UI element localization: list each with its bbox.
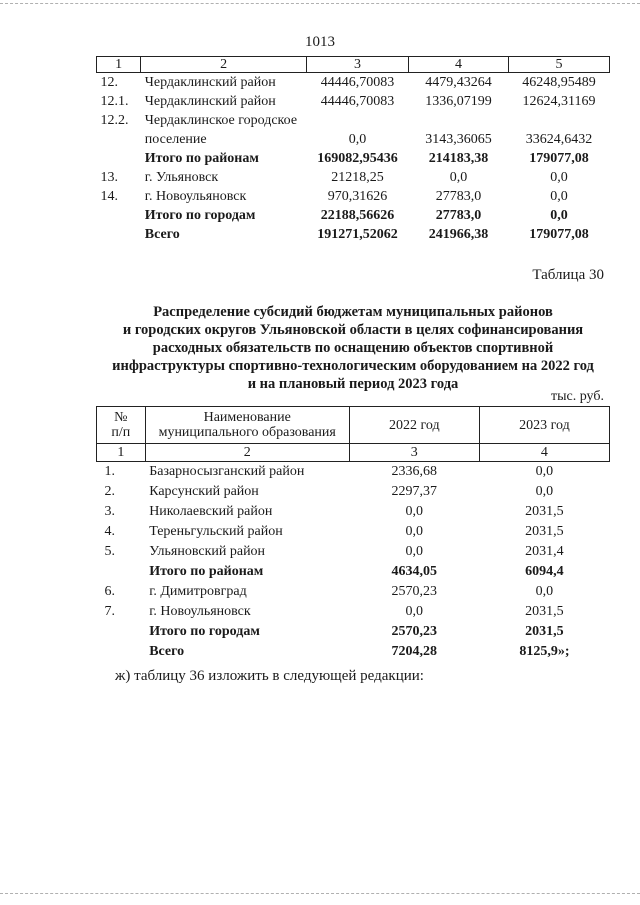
title-line: расходных обязательств по оснащению объектов спортивной bbox=[152, 340, 554, 356]
table-cell: 169082,95436 bbox=[317, 151, 398, 166]
table-cell: 191271,52062 bbox=[317, 227, 398, 242]
table-cell: 0,0 bbox=[449, 170, 468, 185]
table-cell: 2. bbox=[104, 484, 115, 499]
table-row bbox=[97, 622, 610, 642]
header-num-cell bbox=[97, 407, 146, 444]
table-cell: 27783,0 bbox=[435, 189, 482, 204]
table-cell: 970,31626 bbox=[327, 189, 388, 204]
table-cell: 0,0 bbox=[405, 544, 424, 559]
table-row bbox=[97, 187, 610, 206]
header-year-cell: 2023 год bbox=[479, 407, 609, 444]
table-cell: 14. bbox=[100, 189, 118, 204]
table-continuation bbox=[96, 56, 610, 244]
table-cell bbox=[508, 111, 609, 130]
header-cell: 1 bbox=[97, 57, 141, 73]
table-cell: 0,0 bbox=[535, 584, 554, 599]
table-row bbox=[97, 168, 610, 187]
header-text: п/п bbox=[111, 425, 131, 440]
header-cell: 4 bbox=[409, 57, 509, 73]
table-cell: 1. bbox=[104, 464, 115, 479]
table-cell: 33624,6432 bbox=[525, 132, 593, 147]
table-cell: Ульяновский район bbox=[149, 544, 266, 559]
table-cell bbox=[97, 642, 146, 662]
index-cell: 1 bbox=[97, 444, 146, 462]
table-title bbox=[96, 303, 610, 393]
header-cell: 3 bbox=[306, 57, 408, 73]
table-label: Таблица 30 bbox=[532, 267, 604, 283]
table-cell bbox=[97, 562, 146, 582]
table-cell: 12624,31169 bbox=[522, 94, 596, 109]
table-cell: поселение bbox=[144, 132, 207, 147]
table-cell bbox=[306, 111, 408, 130]
table-row bbox=[97, 111, 610, 130]
table-row bbox=[97, 149, 610, 168]
title-line: и на плановый период 2023 года bbox=[247, 376, 459, 392]
table-cell: 0,0 bbox=[550, 170, 568, 185]
scan-border-top bbox=[0, 3, 640, 4]
table-cell: 179077,08 bbox=[529, 151, 589, 166]
header-year-cell: 2022 год bbox=[349, 407, 479, 444]
table-body bbox=[97, 462, 610, 663]
table-cell: 7. bbox=[104, 604, 115, 619]
table-row bbox=[97, 642, 610, 662]
table-cell bbox=[409, 111, 509, 130]
table-row bbox=[97, 502, 610, 522]
table-cell: 5. bbox=[104, 544, 115, 559]
title-line: Распределение субсидий бюджетам муниципальных районов bbox=[153, 304, 553, 320]
index-cell: 2 bbox=[145, 444, 349, 462]
table-cell bbox=[97, 130, 141, 149]
table-cell: 2570,23 bbox=[391, 624, 438, 639]
table-cell: Всего bbox=[149, 644, 185, 659]
table-cell: Чердаклинский район bbox=[144, 94, 276, 109]
table-cell bbox=[97, 149, 141, 168]
table-cell: 179077,08 bbox=[529, 227, 589, 242]
title-line: инфраструктуры спортивно-технологическим оборудованием на 2022 год bbox=[112, 358, 594, 374]
table-cell: г. Новоульяновск bbox=[144, 189, 247, 204]
table-cell: 12.1. bbox=[100, 94, 129, 109]
table-row bbox=[97, 542, 610, 562]
table-cell bbox=[97, 206, 141, 225]
table-row bbox=[97, 206, 610, 225]
table-cell: 0,0 bbox=[405, 504, 424, 519]
table-cell: 2336,68 bbox=[391, 464, 438, 479]
table-row bbox=[97, 462, 610, 483]
units-label: тыс. руб. bbox=[551, 389, 604, 404]
table-cell: 1336,07199 bbox=[425, 94, 492, 109]
table-cell: 2031,5 bbox=[525, 504, 564, 519]
index-cell: 4 bbox=[479, 444, 609, 462]
title-line: и городских округов Ульяновской области в целях софинансирования bbox=[122, 322, 584, 338]
table-cell: 0,0 bbox=[550, 208, 568, 223]
table-cell: 12.2. bbox=[100, 113, 129, 128]
table-cell: 4. bbox=[104, 524, 115, 539]
table-cell: Итого по городам bbox=[149, 624, 260, 639]
table-cell: 0,0 bbox=[348, 132, 367, 147]
table-cell: 6094,4 bbox=[525, 564, 564, 579]
table-row bbox=[97, 225, 610, 244]
table-cell: 0,0 bbox=[550, 189, 568, 204]
table-cell: 2570,23 bbox=[391, 584, 438, 599]
table-cell: 2297,37 bbox=[391, 484, 438, 499]
table-row bbox=[97, 582, 610, 602]
table-row bbox=[97, 602, 610, 622]
table-cell: 4479,43264 bbox=[425, 75, 492, 90]
table-cell: 46248,95489 bbox=[522, 75, 596, 90]
table-body bbox=[97, 73, 610, 245]
table-row bbox=[97, 92, 610, 111]
table-cell: 44446,70083 bbox=[320, 94, 395, 109]
table-cell: 44446,70083 bbox=[320, 75, 395, 90]
table-cell: г. Димитровград bbox=[149, 584, 247, 599]
table-row bbox=[97, 562, 610, 582]
table-header-row bbox=[97, 57, 610, 73]
subsidy-table bbox=[96, 406, 610, 662]
table-cell: 214183,38 bbox=[428, 151, 489, 166]
header-cell: 2 bbox=[141, 57, 307, 73]
table-index-row bbox=[97, 444, 610, 462]
table-cell: 3. bbox=[104, 504, 115, 519]
table-cell: г. Ульяновск bbox=[144, 170, 219, 185]
table-cell: Николаевский район bbox=[149, 504, 273, 519]
table-cell: Чердаклинское городское bbox=[144, 113, 298, 128]
page-number: 1013 bbox=[305, 34, 335, 50]
header-text: Наименование bbox=[203, 410, 291, 425]
table-row bbox=[97, 522, 610, 542]
table-cell: 2031,5 bbox=[525, 524, 564, 539]
table-cell: 241966,38 bbox=[428, 227, 489, 242]
table-cell: 22188,56626 bbox=[320, 208, 395, 223]
table-cell: Итого по городам bbox=[144, 208, 256, 223]
table-cell: 3143,36065 bbox=[425, 132, 492, 147]
table-cell: Базарносызганский район bbox=[149, 464, 305, 479]
index-cell: 3 bbox=[349, 444, 479, 462]
table-cell: 0,0 bbox=[405, 524, 424, 539]
table-row bbox=[97, 73, 610, 93]
table-cell: 0,0 bbox=[535, 484, 554, 499]
table-cell bbox=[97, 622, 146, 642]
scan-border-bottom bbox=[0, 893, 640, 894]
table-cell: г. Новоульяновск bbox=[149, 604, 251, 619]
header-text: № bbox=[114, 410, 128, 425]
table-cell: 8125,9»; bbox=[519, 644, 570, 659]
table-cell bbox=[97, 225, 141, 244]
table-cell: 0,0 bbox=[535, 464, 554, 479]
table-header-row bbox=[97, 407, 610, 444]
table-cell: 27783,0 bbox=[435, 208, 482, 223]
table-cell: 2031,4 bbox=[525, 544, 564, 559]
table-cell: 2031,5 bbox=[525, 604, 564, 619]
table-row bbox=[97, 130, 610, 149]
table-cell: 12. bbox=[100, 75, 118, 90]
table-cell: Тереньгульский район bbox=[149, 524, 283, 539]
table-cell: 6. bbox=[104, 584, 115, 599]
header-cell: 5 bbox=[508, 57, 609, 73]
table-cell: 4634,05 bbox=[391, 564, 438, 579]
table-cell: 21218,25 bbox=[331, 170, 384, 185]
table-cell: Чердаклинский район bbox=[144, 75, 276, 90]
table-cell: Итого по районам bbox=[144, 151, 259, 166]
table-cell: 0,0 bbox=[405, 604, 424, 619]
amendment-text: ж) таблицу 36 изложить в следующей редакции: bbox=[115, 668, 424, 684]
table-cell: 2031,5 bbox=[525, 624, 564, 639]
table-cell: 7204,28 bbox=[391, 644, 438, 659]
header-text: муниципального образования bbox=[158, 425, 336, 440]
table-cell: Карсунский район bbox=[149, 484, 259, 499]
table-cell: Всего bbox=[144, 227, 180, 242]
table-cell: 13. bbox=[100, 170, 118, 185]
header-name-cell bbox=[145, 407, 349, 444]
table-cell: Итого по районам bbox=[149, 564, 264, 579]
table-row bbox=[97, 482, 610, 502]
